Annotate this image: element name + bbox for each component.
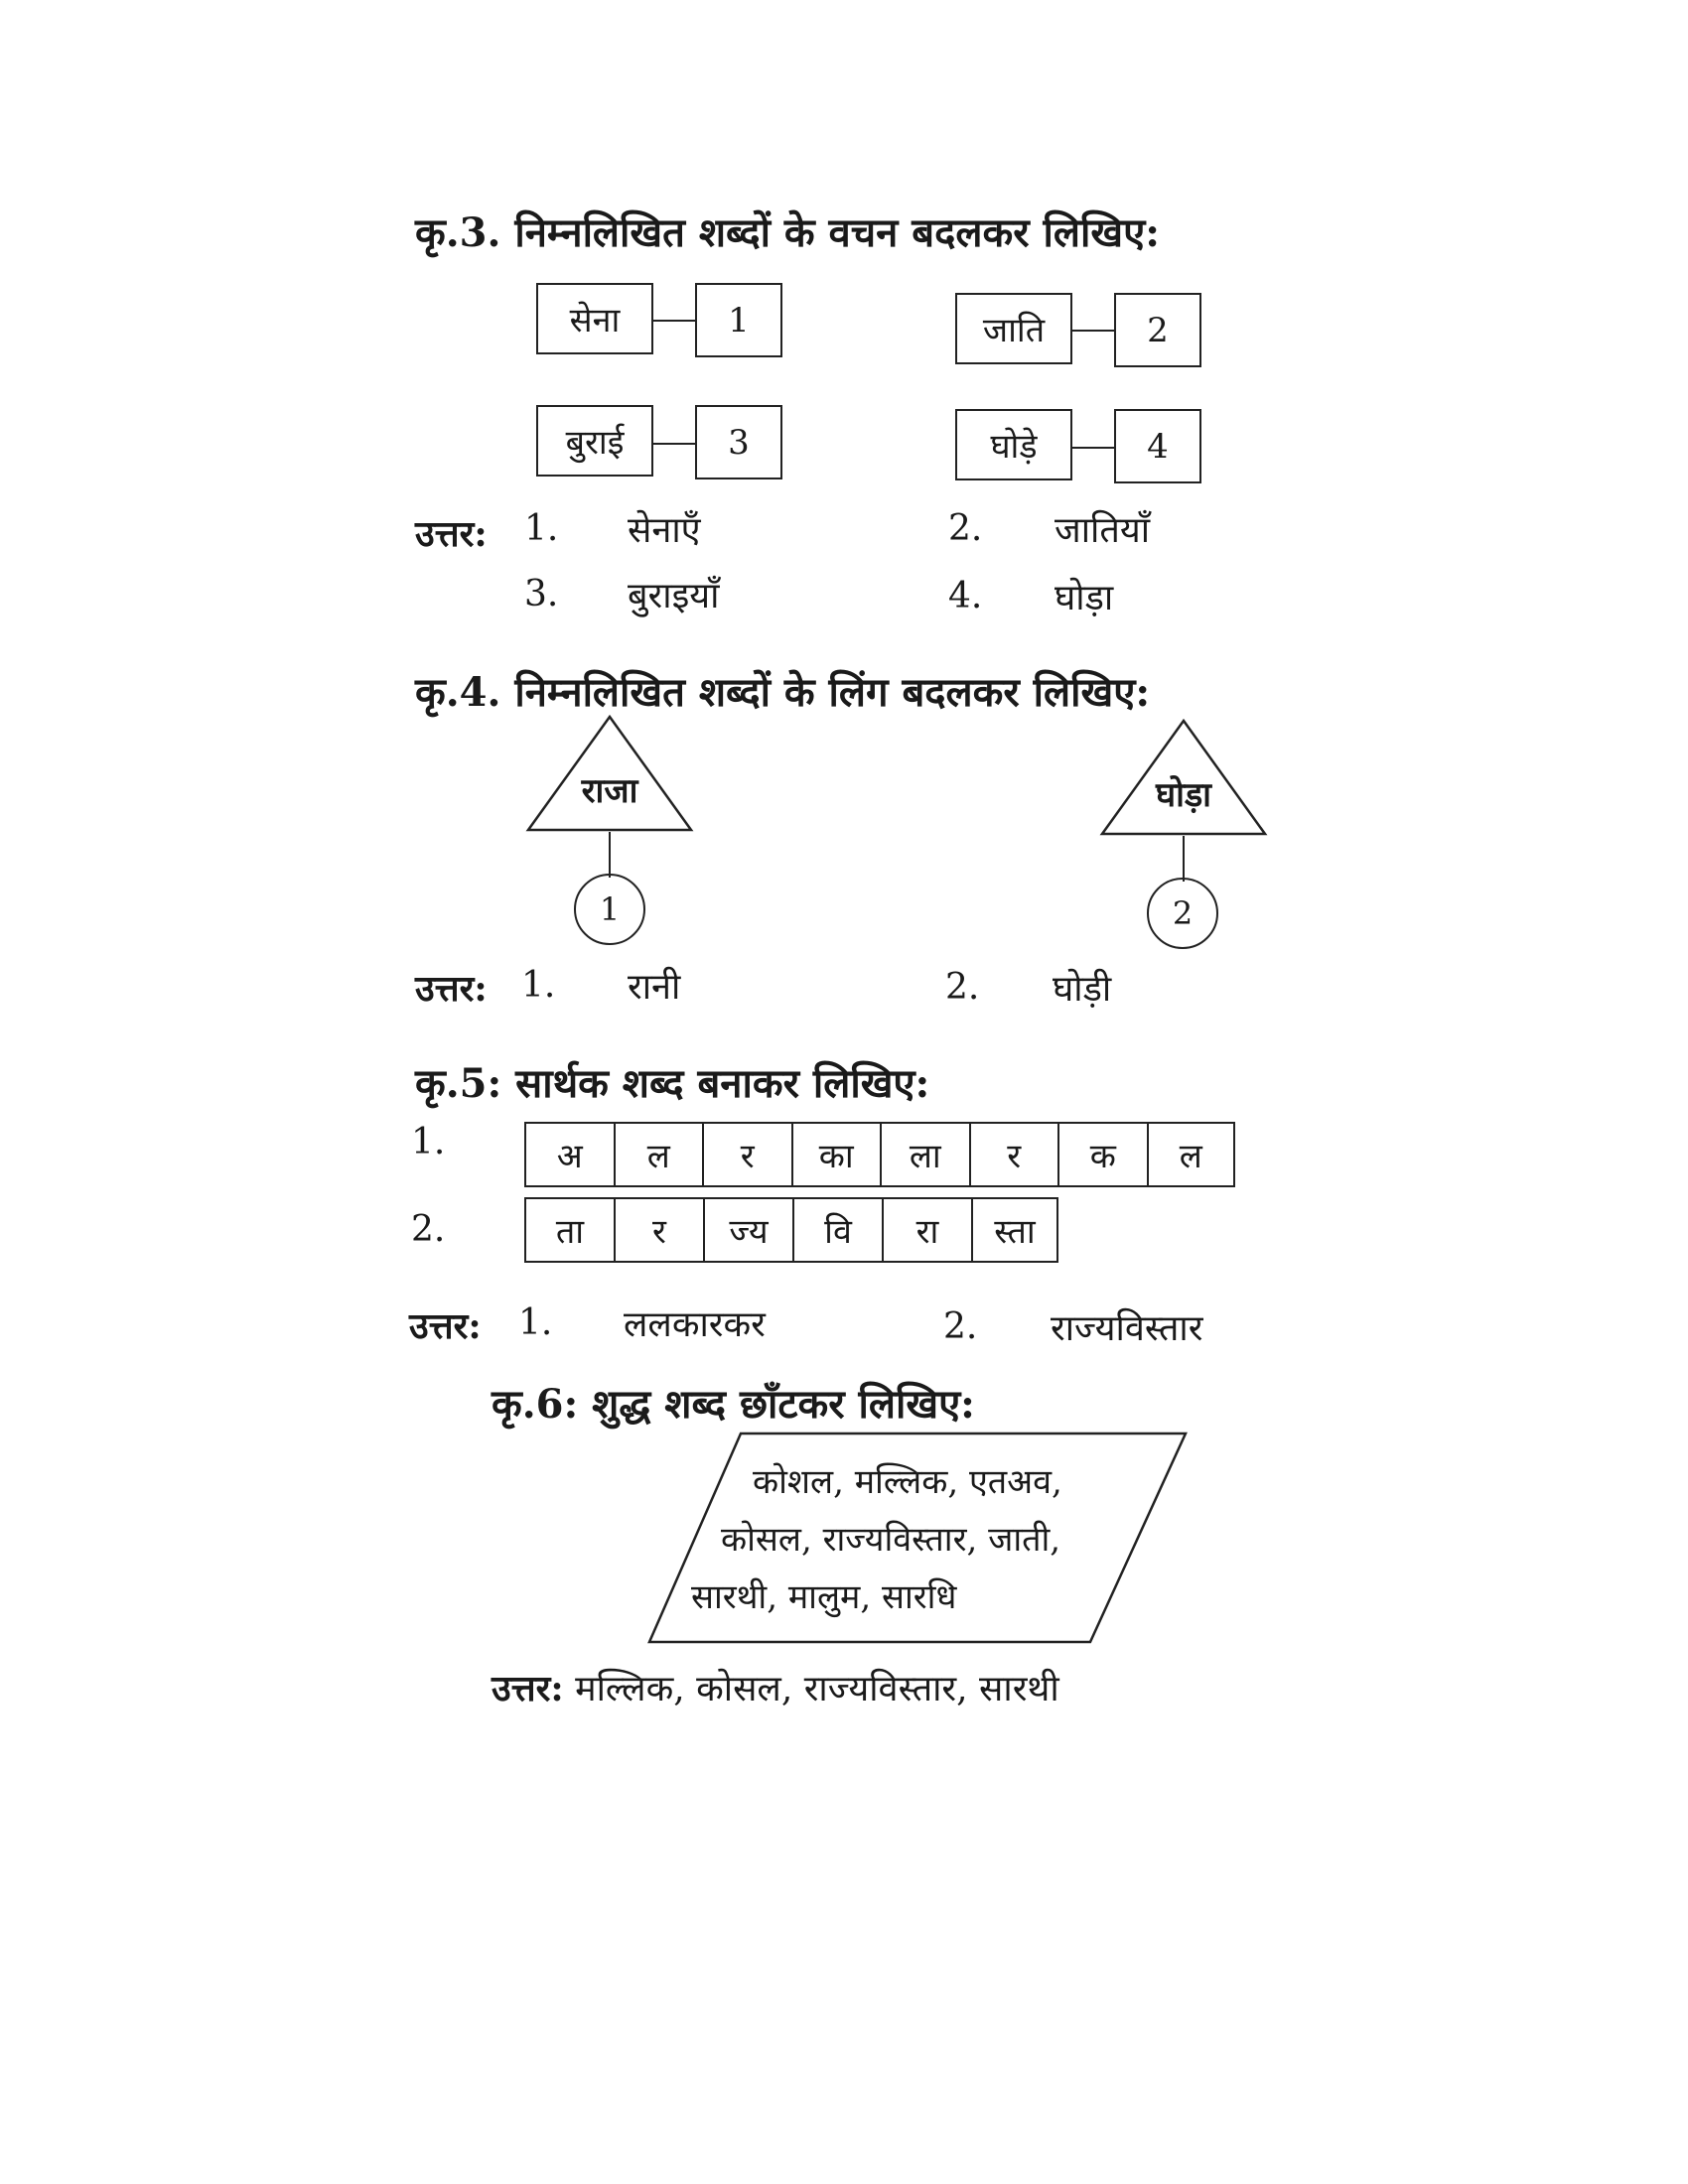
connector-line xyxy=(609,832,611,878)
answer-label: उत्तर: xyxy=(415,513,488,555)
answer-text: मल्लिक, कोसल, राज्यविस्तार, सारथी xyxy=(575,1669,1059,1709)
q3-answer-box: 2 xyxy=(1114,293,1201,367)
q4-answer-circle: 1 xyxy=(574,874,645,945)
letter-cell: ता xyxy=(526,1199,616,1261)
answer-number: 1. xyxy=(518,1302,553,1343)
answer-label: उत्तर: xyxy=(492,1668,564,1709)
answer-number: 1. xyxy=(521,965,556,1006)
letter-cell: र xyxy=(616,1199,705,1261)
letter-cell: ज्य xyxy=(705,1199,794,1261)
letter-grid xyxy=(524,1197,1058,1263)
letter-cell: ला xyxy=(882,1124,971,1185)
answer-number: 4. xyxy=(948,576,983,616)
word-list-line: सारथी, मालुम, सारधि xyxy=(691,1577,957,1617)
answer-text: ललकारकर xyxy=(624,1304,766,1345)
letter-cell: अ xyxy=(526,1124,616,1185)
row-number: 2. xyxy=(411,1209,446,1250)
letter-cell: ल xyxy=(1179,1137,1202,1176)
q4-word: राजा xyxy=(581,771,638,811)
row-number: 1. xyxy=(411,1122,446,1162)
q6-answer xyxy=(492,1663,1059,1711)
connector-line xyxy=(1072,447,1114,449)
word-list-line: कोसल, राज्यविस्तार, जाती, xyxy=(721,1520,1061,1560)
q4-word: घोड़ा xyxy=(1156,775,1211,815)
q3-answer-box: 3 xyxy=(695,405,782,479)
answer-number: 3. xyxy=(524,574,559,614)
answer-text: घोड़ा xyxy=(1055,578,1114,618)
q5-heading: कृ.5: सार्थक शब्द बनाकर लिखिए: xyxy=(415,1060,930,1107)
q4-heading: कृ.4. निम्नलिखित शब्दों के लिंग बदलकर लिखिए: xyxy=(415,669,1151,716)
letter-cell: ल xyxy=(616,1124,705,1185)
answer-text: जातियाँ xyxy=(1055,510,1151,551)
answer-text: बुराइयाँ xyxy=(628,576,720,616)
letter-cell: क xyxy=(1059,1124,1149,1185)
connector-line xyxy=(653,443,695,445)
answer-text: रानी xyxy=(628,967,681,1008)
q6-heading: कृ.6: शुद्ध शब्द छाँटकर लिखिए: xyxy=(492,1381,975,1428)
letter-cell: वि xyxy=(794,1199,884,1261)
connector-line xyxy=(1072,330,1114,332)
q3-word-box: घोड़े xyxy=(955,409,1072,480)
answer-text: सेनाएँ xyxy=(628,510,701,551)
letter-cell: स्ता xyxy=(994,1212,1036,1252)
q3-answer-box: 4 xyxy=(1114,409,1201,483)
answer-text: राज्यविस्तार xyxy=(1051,1308,1203,1349)
q3-heading: कृ.3. निम्नलिखित शब्दों के वचन बदलकर लिखिए: xyxy=(415,209,1160,256)
q3-word-box: जाति xyxy=(955,293,1072,364)
letter-cell: का xyxy=(793,1124,883,1185)
q3-word-box: बुराई xyxy=(536,405,653,477)
connector-line xyxy=(1183,836,1185,882)
answer-number: 2. xyxy=(945,967,980,1008)
answer-number: 1. xyxy=(524,508,559,549)
answer-text: घोड़ी xyxy=(1053,969,1112,1010)
connector-line xyxy=(653,320,695,322)
q3-answer-box: 1 xyxy=(695,283,782,357)
answer-number: 2. xyxy=(948,508,983,549)
answer-label: उत्तर: xyxy=(409,1305,482,1347)
letter-grid xyxy=(524,1122,1235,1187)
answer-number: 2. xyxy=(943,1306,978,1347)
letter-cell: र xyxy=(704,1124,793,1185)
letter-cell: र xyxy=(971,1124,1060,1185)
letter-cell: रा xyxy=(884,1199,973,1261)
q3-word-box: सेना xyxy=(536,283,653,354)
word-list-line: कोशल, मल्लिक, एतअव, xyxy=(753,1462,1062,1502)
q4-answer-circle: 2 xyxy=(1147,878,1218,949)
answer-label: उत्तर: xyxy=(415,968,488,1010)
